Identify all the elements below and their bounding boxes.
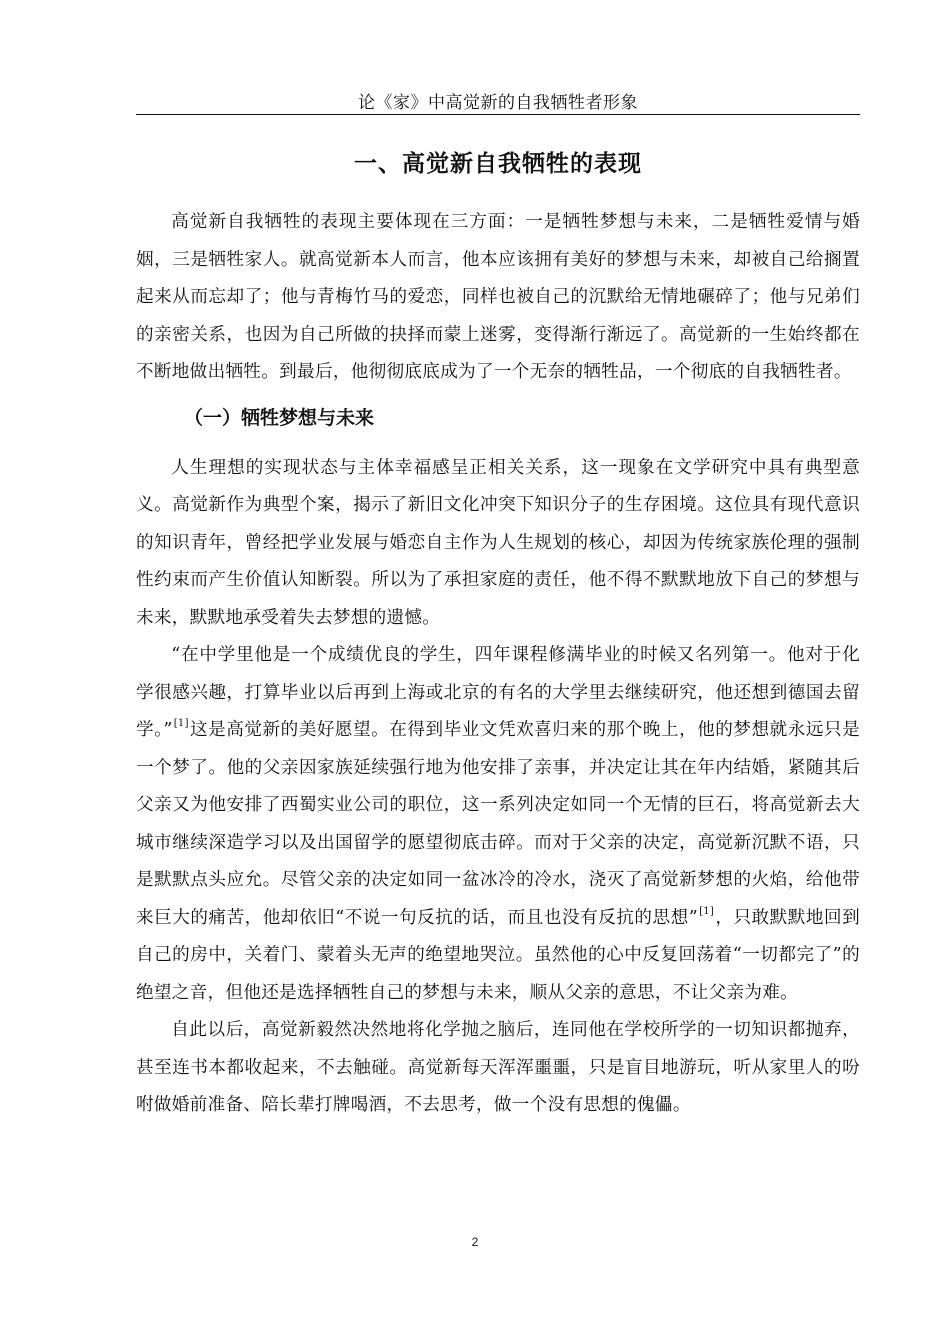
paragraph-text-2c: ，只敢默默地回到自己的房中，关着门、蒙着头无声的绝望地哭泣。虽然他的心中反复回荡着“一切都完了”的绝望之音，但他还是选择牺牲自己的梦想与未来，顺从父亲的意思，不让父亲为难。 (136, 907, 861, 1003)
header-rule (136, 114, 860, 115)
subsection-title: （一）牺牲梦想与未来 (184, 406, 375, 429)
running-header: 论《家》中高觉新的自我牺牲者形象 (358, 93, 638, 113)
section-title: 一、高觉新自我牺牲的表现 (354, 151, 642, 177)
body-paragraph-3: 自此以后，高觉新毅然决然地将化学抛之脑后，连同他在学校所学的一切知识都抛弃，甚至连书本都收起来，不去触碰。高觉新每天浑浑噩噩，只是盲目地游玩，听从家里人的吩咐做婚前准备、陪长辈打牌喝酒，不去思考，做一个没有思想的傀儡。 (136, 1020, 860, 1115)
page-number: 2 (471, 1235, 479, 1249)
section-intro-paragraph: 高觉新自我牺牲的表现主要体现在三方面：一是牺牲梦想与未来，二是牺牲爱情与婚姻，三是牺牲家人。就高觉新本人而言，他本应该拥有美好的梦想与未来，却被自己给搁置起来从而忘却了；他与青梅竹马的爱恋，同样也被自己的沉默给无情地碾碎了；他与兄弟们的亲密关系，也因为自己所做的抉择而蒙上迷雾，变得渐行渐远了。高觉新的一生始终都在不断地做出牺牲。到最后，他彻彻底底成为了一个无奈的牺牲品，一个彻底的自我牺牲者。 (136, 212, 860, 382)
citation-marker-1: [1] (173, 718, 189, 729)
quote-text-1: “在中学里他是一个成绩优良的学生，四年课程修满毕业的时候又名列第一。他对于化学很感兴趣，打算毕业以后再到上海或北京的有名的大学里去继续研究，他还想到德国去留学。” (136, 645, 860, 740)
paragraph-text-2b: 这是高觉新的美好愿望。在得到毕业文凭欢喜归来的那个晚上，他的梦想就永远只是一个梦了。他的父亲因家族延续强行地为他安排了亲事，并决定让其在年内结婚，紧随其后父亲又为他安排了西蜀实业公司的职位，这一系列决定如同一个无情的巨石，将高觉新去大城市继续深造学习以及出国留学的愿望彻底击碎。而对于父亲的决定，高觉新沉默不语，只是默默点头应允。尽管父亲的决定如同一盆冰冷的冷水，浇灭了高觉新梦想的火焰，给他带来巨大的痛苦，他却依旧“不说一句反抗的话，而且也没有反抗的思想” (136, 720, 860, 928)
body-paragraph-1: 人生理想的实现状态与主体幸福感呈正相关关系，这一现象在文学研究中具有典型意义。高觉新作为典型个案，揭示了新旧文化冲突下知识分子的生存困境。这位具有现代意识的知识青年，曾经把学业发展与婚恋自主作为人生规划的核心，却因为传统家族伦理的强制性约束而产生价值认知断裂。所以为了承担家庭的责任，他不得不默默地放下自己的梦想与未来，默默地承受着失去梦想的遗憾。 (136, 457, 860, 628)
citation-marker-2: [1] (699, 905, 715, 917)
body-paragraph-2 (136, 637, 860, 1012)
page-content (136, 138, 860, 1125)
